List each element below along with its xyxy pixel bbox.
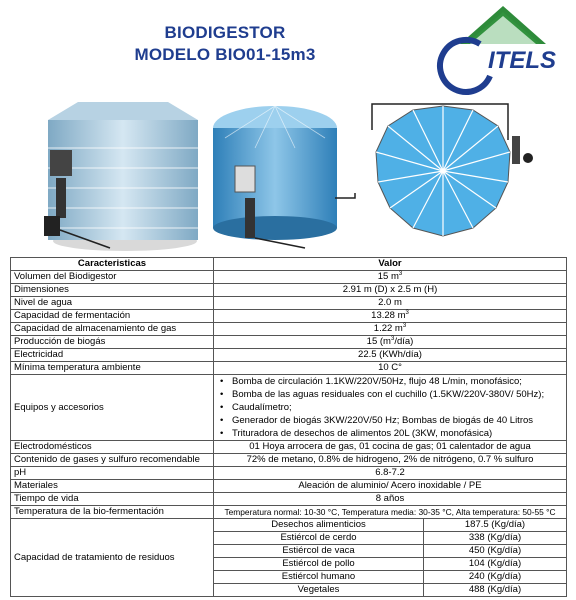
row-value xyxy=(214,506,567,519)
equipos-item: • Caudalímetro; xyxy=(230,401,563,414)
itels-logo xyxy=(458,4,557,86)
equipos-list-cell xyxy=(214,375,567,441)
row-key: Dimensiones xyxy=(11,284,214,297)
residue-value: 450 (Kg/día) xyxy=(424,545,567,558)
header-valor: Valor xyxy=(214,258,567,271)
tratamiento-row xyxy=(214,545,566,558)
row-key: Materiales xyxy=(11,480,214,493)
value-text: Temperatura normal: 10-30 °C, Temperatura media: 30-35 °C, Alta temperatura: 50-55 °C xyxy=(224,507,556,517)
value-text: 01 Hoya arrocera de gas, 01 cocina de gas; 01 calentador de agua xyxy=(249,441,531,452)
page-subtitle: MODELO BIO01-15m3 xyxy=(134,45,316,64)
row-value xyxy=(214,467,567,480)
table-row xyxy=(11,441,567,454)
residue-value: 104 (Kg/día) xyxy=(424,558,567,571)
value-text: 6.8-7.2 xyxy=(375,467,405,478)
tratamiento-row xyxy=(214,558,566,571)
table-header-row xyxy=(11,258,567,271)
value-superscript: 3 xyxy=(402,322,407,329)
table-row-equipos xyxy=(11,375,567,441)
residue-name: Vegetales xyxy=(214,584,424,597)
table-row xyxy=(11,336,567,349)
row-value xyxy=(214,362,567,375)
row-key: Producción de biogás xyxy=(11,336,214,349)
table-row xyxy=(11,506,567,519)
tratamiento-row xyxy=(214,519,566,532)
equipos-item: • Bomba de las aguas residuales con el cuchillo (1.5KW/220V-380V/ 50Hz); xyxy=(230,388,563,401)
equipos-list xyxy=(217,375,563,440)
residue-value: 338 (Kg/día) xyxy=(424,532,567,545)
svg-text:ITELS: ITELS xyxy=(488,47,557,74)
value-text: 2.0 m xyxy=(378,297,402,308)
residue-name: Estiércol de pollo xyxy=(214,558,424,571)
tratamiento-cell xyxy=(214,519,567,597)
equipos-item: • Generador de biogás 3KW/220V/50 Hz; Bombas de biogás de 40 Litros xyxy=(230,414,563,427)
table-row xyxy=(11,362,567,375)
residue-name: Estiércol de vaca xyxy=(214,545,424,558)
equipos-item: • Bomba de circulación 1.1KW/220V/50Hz, flujo 48 L/min, monofásico; xyxy=(230,375,563,388)
value-text: 22.5 (KWh/día) xyxy=(358,349,422,360)
row-key: Contenido de gases y sulfuro recomendable xyxy=(11,454,214,467)
value-superscript: 3 xyxy=(390,335,395,342)
residue-value: 488 (Kg/día) xyxy=(468,584,522,595)
value-text: 72% de metano, 0.8% de hidrogeno, 2% de nitrógeno, 0.7 % sulfuro xyxy=(246,454,534,465)
row-key: Electricidad xyxy=(11,349,214,362)
table-row xyxy=(11,271,567,284)
residue-value: 240 (Kg/día) xyxy=(424,571,567,584)
row-key: Electrodomésticos xyxy=(11,441,214,454)
tratamiento-row xyxy=(214,571,566,584)
row-value xyxy=(214,454,567,467)
value-text: 8 años xyxy=(375,493,405,504)
row-key: Capacidad de tratamiento de residuos xyxy=(11,519,214,597)
tratamiento-row xyxy=(214,584,566,597)
row-value xyxy=(214,271,567,284)
residue-value: 187.5 (Kg/día) xyxy=(424,519,567,532)
row-key: Tiempo de vida xyxy=(11,493,214,506)
value-superscript: 3 xyxy=(398,270,403,277)
specifications-table xyxy=(10,257,567,597)
tratamiento-row xyxy=(214,532,566,545)
table-row xyxy=(11,297,567,310)
row-key: Mínima temperatura ambiente xyxy=(11,362,214,375)
table-row xyxy=(11,323,567,336)
biodigester-top-view xyxy=(368,100,543,252)
value-text: 2.91 m (D) x 2.5 m (H) xyxy=(342,284,438,295)
row-key: Nivel de agua xyxy=(11,297,214,310)
row-value xyxy=(214,323,567,336)
biodigester-images xyxy=(0,98,576,256)
value-superscript: 3 xyxy=(405,309,409,316)
table-row xyxy=(11,480,567,493)
row-value xyxy=(214,480,567,493)
row-key: Capacidad de almacenamiento de gas xyxy=(11,323,214,336)
tratamiento-subtable xyxy=(214,519,566,596)
table-row xyxy=(11,349,567,362)
row-value xyxy=(214,310,567,323)
row-key: Volumen del Biodigestor xyxy=(11,271,214,284)
residue-name: Estiércol humano xyxy=(214,571,424,584)
table-row xyxy=(11,454,567,467)
residue-name: Estiércol de cerdo xyxy=(214,532,424,545)
row-key: Temperatura de la bio-fermentación xyxy=(11,506,214,519)
row-value xyxy=(214,297,567,310)
row-key: Equipos y accesorios xyxy=(11,375,214,441)
value-text: 15 m xyxy=(377,271,399,282)
value-text: Aleación de aluminio/ Acero inoxidable / PE xyxy=(298,480,482,491)
value-suffix: /día) xyxy=(394,336,414,347)
equipos-item: • Trituradora de desechos de alimentos 20L (3KW, monofásica) xyxy=(230,427,563,440)
value-text: 15 (m xyxy=(366,336,391,347)
title-block xyxy=(105,22,345,66)
header-caracteristicas: Caracteristicas xyxy=(11,258,214,271)
value-text: 1.22 m xyxy=(373,323,403,334)
row-key: Capacidad de fermentación xyxy=(11,310,214,323)
biodigester-photo-dome xyxy=(205,98,365,253)
table-row xyxy=(11,493,567,506)
row-value xyxy=(214,336,567,349)
value-text: 10 C° xyxy=(378,362,402,373)
residue-name: Desechos alimenticios xyxy=(214,519,424,532)
table-row xyxy=(11,310,567,323)
value-text: 13.28 m xyxy=(371,310,406,321)
row-value xyxy=(214,493,567,506)
row-value xyxy=(214,349,567,362)
row-value xyxy=(214,441,567,454)
table-row xyxy=(11,284,567,297)
row-key: pH xyxy=(11,467,214,480)
row-value xyxy=(214,284,567,297)
page-title: BIODIGESTOR xyxy=(164,23,286,42)
table-row xyxy=(11,467,567,480)
table-row-tratamiento xyxy=(11,519,567,597)
biodigester-photo-side xyxy=(30,98,200,253)
